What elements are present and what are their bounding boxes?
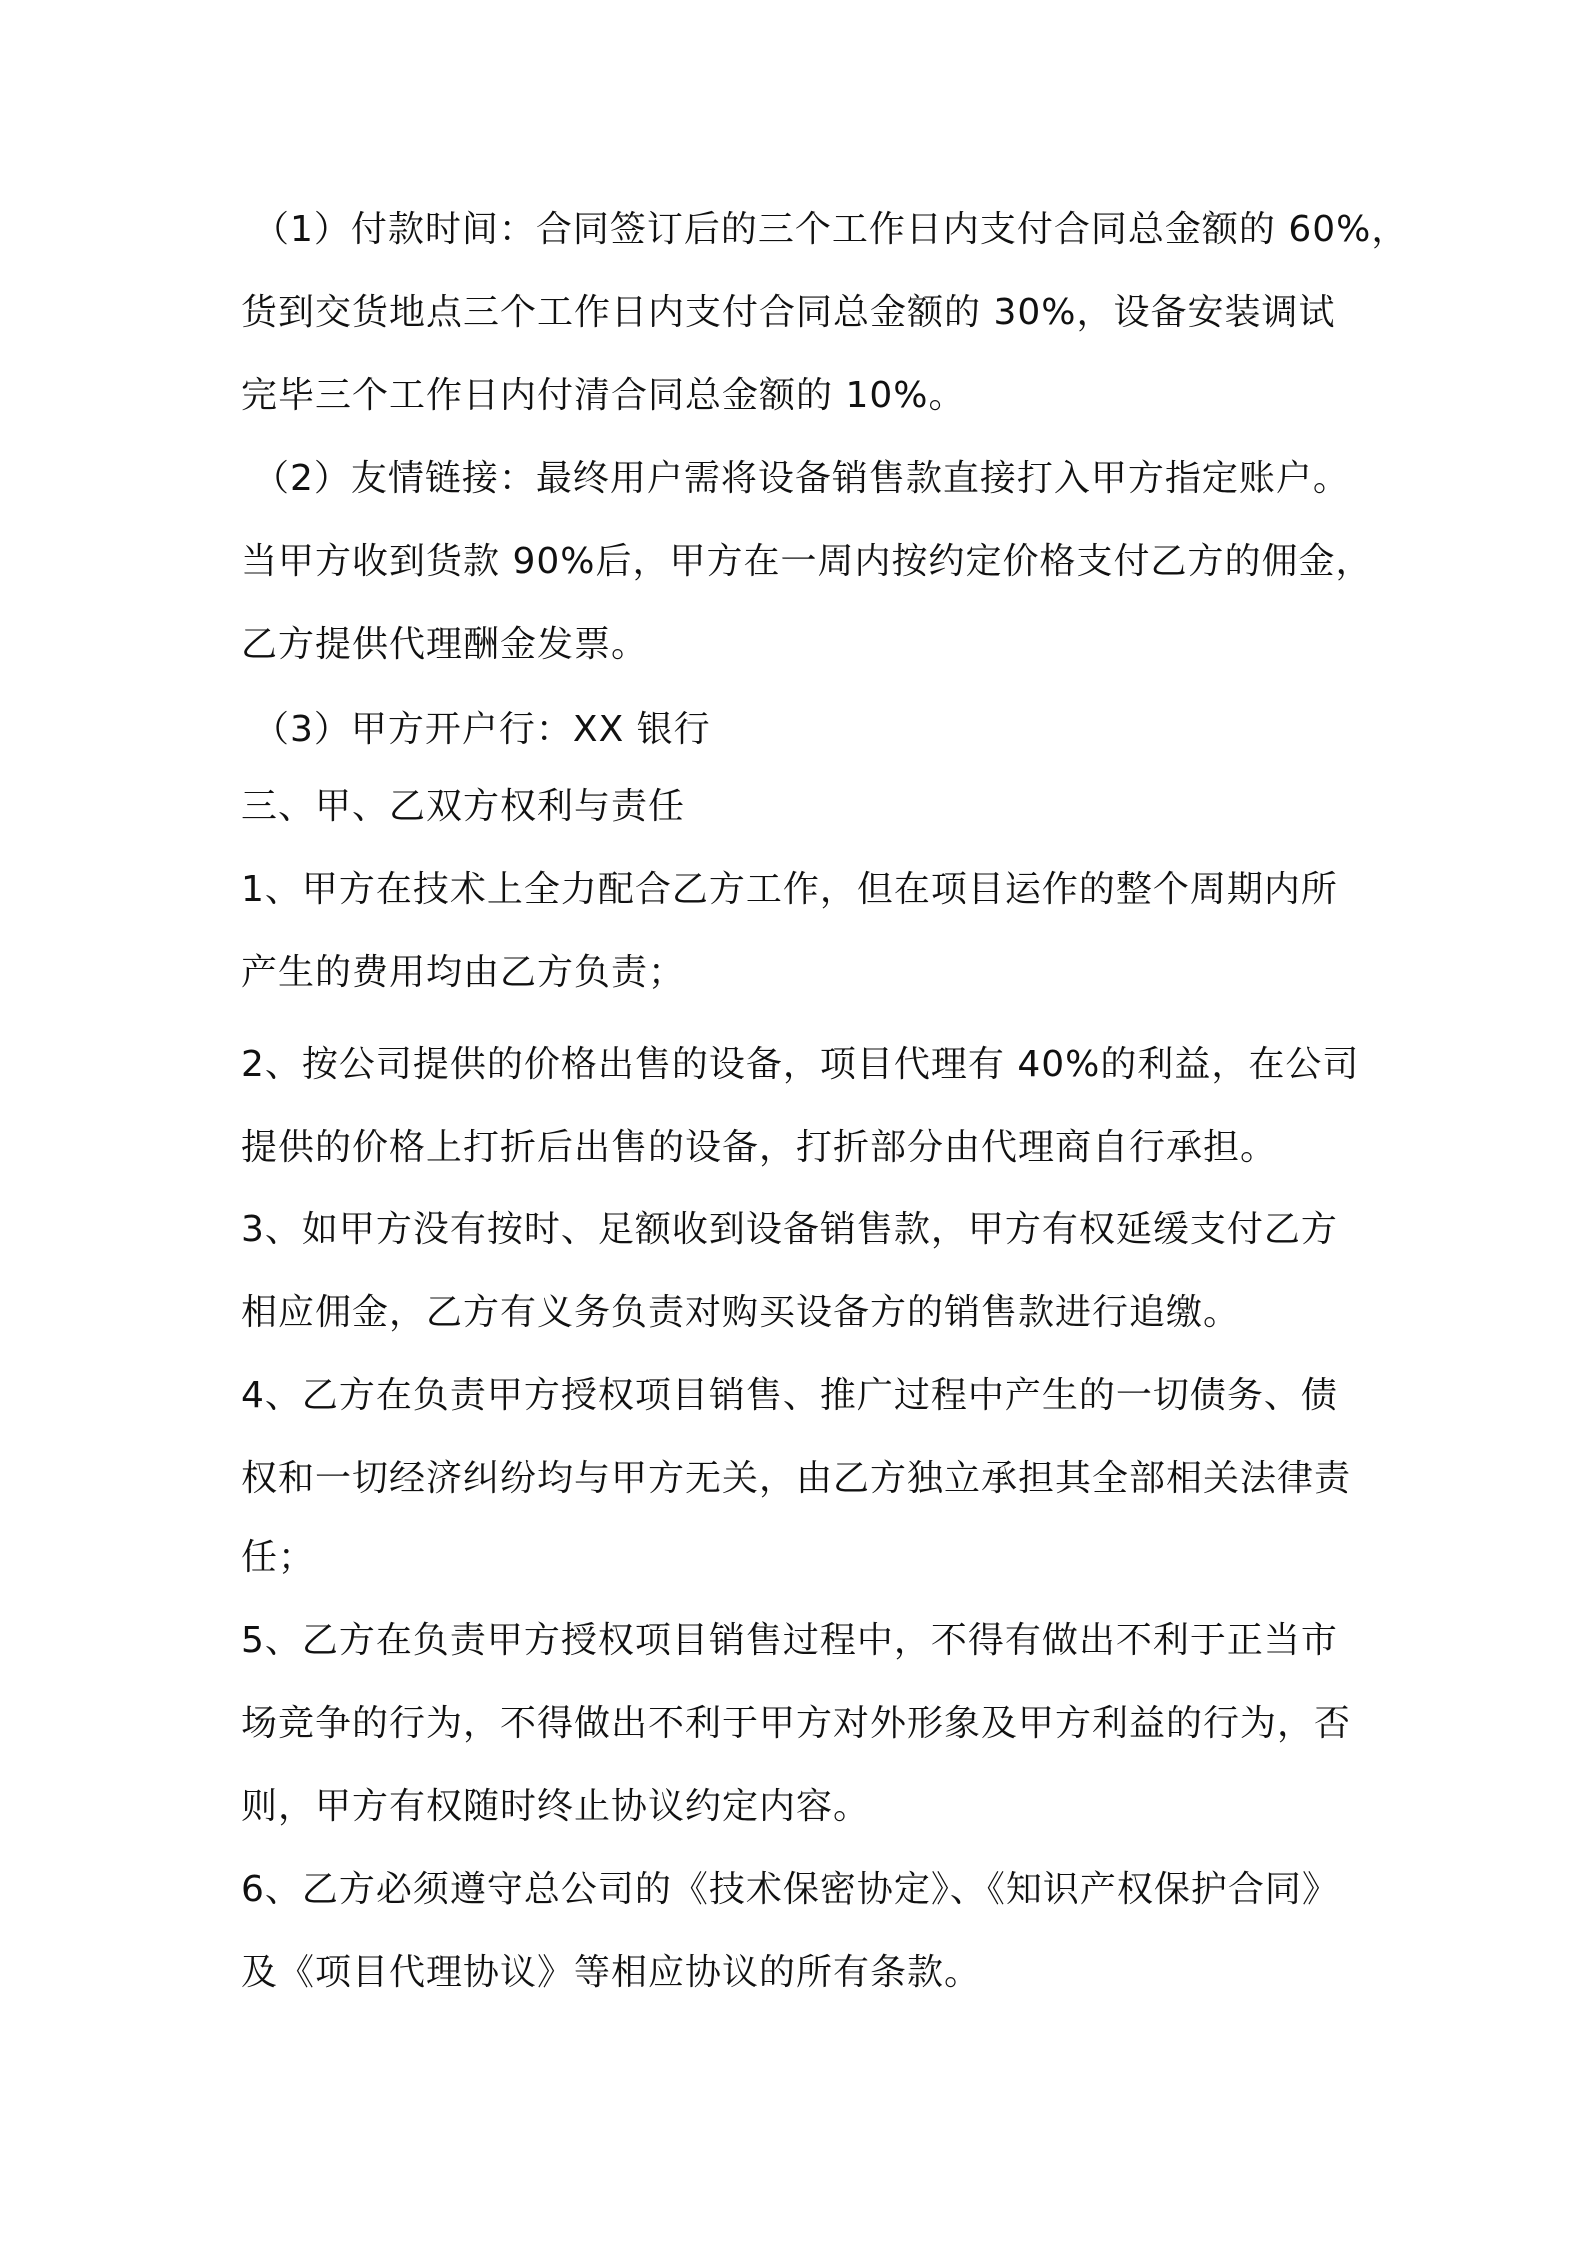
text-line: 货到交货地点三个工作日内支付合同总金额的 30%，设备安装调试 [241, 292, 1336, 333]
text-line: 产生的费用均由乙方负责； [241, 952, 686, 993]
text-line: （2）友情链接：最终用户需将设备销售款直接打入甲方指定账户。 [253, 458, 1350, 499]
text-line: 任； [241, 1537, 316, 1578]
text-line: （1）付款时间：合同签订后的三个工作日内支付合同总金额的 60%， [253, 209, 1409, 250]
text-line: 当甲方收到货款 90%后，甲方在一周内按约定价格支付乙方的佣金， [241, 541, 1373, 582]
text-line: 6、乙方必须遵守总公司的《技术保密协定》、《知识产权保护合同》 [241, 1869, 1339, 1910]
text-line: 及《项目代理协议》等相应协议的所有条款。 [241, 1952, 982, 1993]
text-line: 则，甲方有权随时终止协议约定内容。 [241, 1786, 871, 1827]
text-line: 3、如甲方没有按时、足额收到设备销售款，甲方有权延缓支付乙方 [241, 1209, 1338, 1250]
text-line: 提供的价格上打折后出售的设备，打折部分由代理商自行承担。 [241, 1127, 1278, 1168]
text-line: 相应佣金，乙方有义务负责对购买设备方的销售款进行追缴。 [241, 1292, 1241, 1333]
text-line: 1、甲方在技术上全力配合乙方工作，但在项目运作的整个周期内所 [241, 869, 1338, 910]
text-line: （3）甲方开户行：XX 银行 [253, 709, 711, 750]
text-line: 场竞争的行为，不得做出不利于甲方对外形象及甲方利益的行为，否 [241, 1703, 1352, 1744]
text-line: 完毕三个工作日内付清合同总金额的 10%。 [241, 375, 966, 416]
text-line: 5、乙方在负责甲方授权项目销售过程中，不得有做出不利于正当市 [241, 1620, 1338, 1661]
text-line: 权和一切经济纠纷均与甲方无关，由乙方独立承担其全部相关法律责 [241, 1458, 1352, 1499]
text-line: 2、按公司提供的价格出售的设备，项目代理有 40%的利益，在公司 [241, 1044, 1360, 1085]
text-line: 4、乙方在负责甲方授权项目销售、推广过程中产生的一切债务、债 [241, 1375, 1338, 1416]
section-heading: 三、甲、乙双方权利与责任 [241, 786, 686, 827]
text-line: 乙方提供代理酬金发票。 [241, 624, 649, 665]
